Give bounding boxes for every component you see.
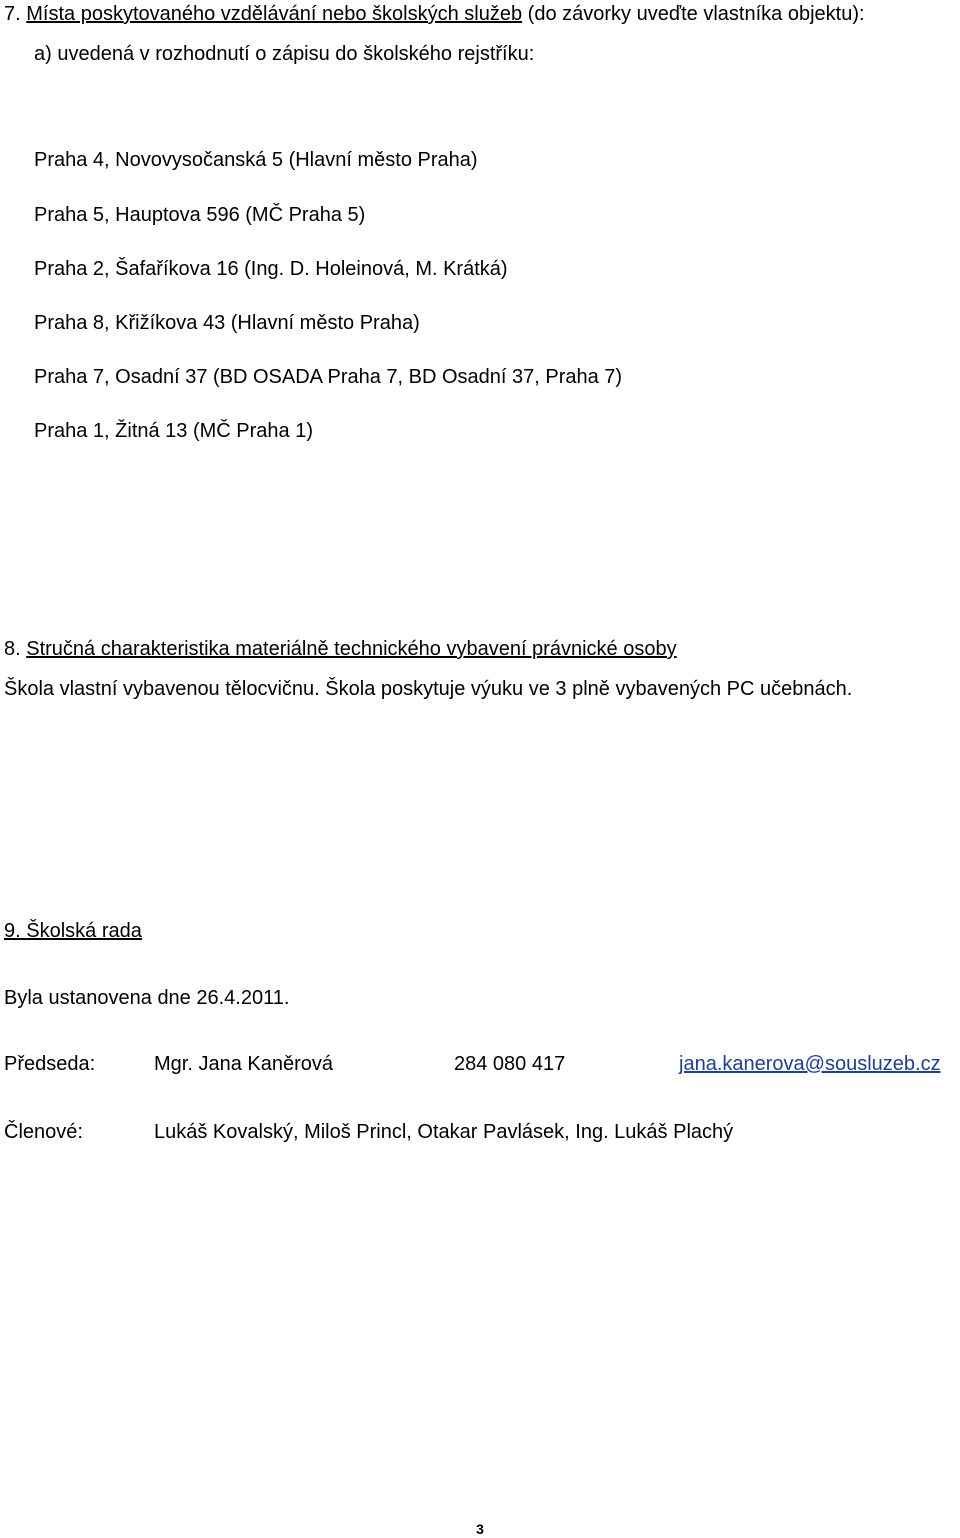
section-9-number: 9.: [4, 920, 21, 942]
chair-name: Mgr. Jana Kaněrová: [154, 1053, 333, 1075]
address-item: Praha 1, Žitná 13 (MČ Praha 1): [34, 420, 314, 442]
address-item: Praha 7, Osadní 37 (BD OSADA Praha 7, BD Osadní 37, Praha 7): [34, 366, 623, 388]
section-7-heading: [4, 2, 865, 26]
section-8-number: 8.: [4, 638, 21, 660]
chair-email-link[interactable]: jana.kanerova@sousluzeb.cz: [679, 1053, 941, 1075]
section-9-heading: [4, 919, 142, 943]
chair-label: Předseda:: [4, 1053, 96, 1075]
chair-phone: 284 080 417: [454, 1053, 566, 1075]
section-7-number: 7.: [4, 3, 21, 25]
address-item: Praha 8, Křižíkova 43 (Hlavní město Praha): [34, 312, 420, 334]
council-established: Byla ustanovena dne 26.4.2011.: [4, 987, 290, 1009]
members-label: Členové:: [4, 1121, 83, 1143]
section-8-text: Škola vlastní vybavenou tělocvičnu. Škola poskytuje výuku ve 3 plně vybavených PC učebnách.: [4, 678, 853, 700]
section-7-title-suffix: (do závorky uveďte vlastníka objektu):: [527, 3, 865, 25]
section-9-title: Školská rada: [26, 920, 142, 942]
page-number: 3: [476, 1521, 484, 1537]
members-list: Lukáš Kovalský, Miloš Princl, Otakar Pavlásek, Ing. Lukáš Plachý: [154, 1121, 734, 1143]
address-item: Praha 4, Novovysočanská 5 (Hlavní město Praha): [34, 149, 478, 171]
section-8-title: Stručná charakteristika materiálně technického vybavení právnické osoby: [26, 638, 677, 660]
section-8-heading: [4, 637, 677, 661]
address-item: Praha 5, Hauptova 596 (MČ Praha 5): [34, 204, 366, 226]
section-7-sub-a: a) uvedená v rozhodnutí o zápisu do školského rejstříku:: [34, 43, 535, 65]
section-7-title: Místa poskytovaného vzdělávání nebo školských služeb: [26, 3, 523, 25]
address-item: Praha 2, Šafaříkova 16 (Ing. D. Holeinová, M. Krátká): [34, 258, 508, 280]
